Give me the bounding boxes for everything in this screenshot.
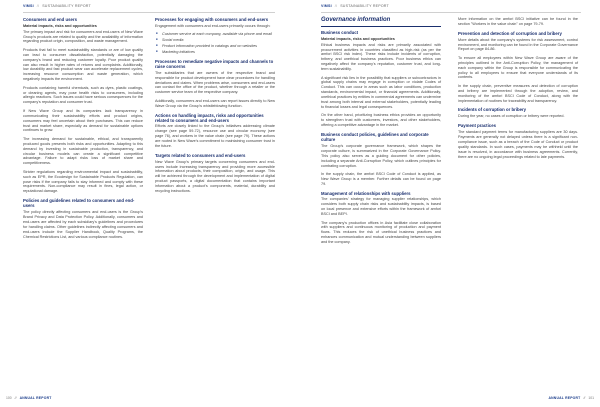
footer-label: ANNUAL REPORT (19, 396, 52, 400)
paragraph: Additionally, consumers and end-users can report issues directly to New Wave Group via the Group's whistleblowing function. (155, 98, 275, 108)
list-item: ■ Marketing initiatives (162, 50, 275, 55)
list-item: ■ Social media (162, 38, 275, 43)
paragraph: The standard payment terms for manufacturing suppliers are 30 days. Payments are generally not delayed unless there is a significant non-compliance issue, such as a breach of the Code of Conduct or product quality standards. In such cases, payments may be withheld until the issue is resolved, in accordance with business agreements. Currently, there are no ongoing legal proceedings related to late payments. (458, 129, 578, 159)
heading-consumers: Consumers and end users (23, 17, 77, 22)
page-header (23, 4, 91, 8)
column-consumers (23, 17, 143, 243)
engagement-list (155, 32, 275, 55)
subheading-material-impacts: Material impacts, risks and opportunities (321, 36, 395, 41)
paragraph: Engagement with consumers and end-users primarily occurs through: (155, 23, 271, 28)
heading-policies-consumers: Policies and guidelines related to consumers and end-users (23, 198, 135, 209)
paragraph: A significant risk lies in the possibility that suppliers or subcontractors in global supply chains may engage in corruption or violate Codes of Conduct. This can occur in areas such as labor conditions, production standards, environmental impact, or financial agreements. Additionally, unethical practices by entities in commercial agreements can undermine trust among both internal and external stakeholders, potentially leading to financial losses and legal consequences. (321, 75, 441, 109)
page-right (302, 0, 600, 407)
footer-label: ANNUAL REPORT (548, 396, 581, 400)
column-engagement (155, 17, 275, 198)
paragraph: The Group's corporate governance framework, which shapes the corporate culture, is summarized in the Corporate Governance Policy. This policy also serves as a guiding document for other policies, including a separate Anti-Corruption Policy, which outlines principles for combating corruption. (321, 143, 441, 168)
heading-remediation: Processes to remediate negative impacts and channels to raise concerns (155, 58, 274, 69)
column-corruption (458, 17, 578, 163)
page-number: 100 (6, 396, 12, 400)
section-title-governance: Governance information (321, 17, 391, 23)
paragraph: In the supply chain, preventive measures and detection of corruption and bribery are implemented through the adoption, review, and monitoring of the amfori BSCI Code of Conduct, along with the implementation of routines for traceability and transparency. (458, 83, 578, 103)
paragraph: The primary impact and risk for consumers and end-users of New Wave Group's products are related to quality and the availability of information regarding product origin, composition, and waste management. (23, 29, 143, 44)
paragraph: In the supply chain, the amfori BSCI Code of Conduct is applied, as New Wave Group is a member. Further details can be found on page 79. (321, 171, 441, 186)
paragraph: Products that fail to meet sustainability standards or are of low quality can lead to consumer dissatisfaction, potentially damaging the company's brand and reducing customer loyalty. Poor product quality can also result in higher rates of returns and complaints. Additionally, low durability and fast product wear can accelerate replacement cycles, increasing resource consumption and waste generation, which negatively impacts the environment. (23, 47, 143, 82)
page-number: 101 (588, 396, 594, 400)
footer-separator: // (14, 396, 17, 400)
paragraph: Stricter regulations regarding environmental impact and sustainability, such as EPR, the Ecodesign for Sustainable Products Regulation, can pose risks if the company fails to stay informed and comply with these requirements. Non-compliance may result in fines, legal action, or reputational damage. (23, 169, 143, 194)
paragraph: More information on the amfori BSCI initiative can be found in the section "Workers in the value chain" on page 79-79. (458, 17, 578, 26)
paragraph: Ethical business impacts and risks are primarily associated with procurement activities in countries classified as high-risk (as per the amfori BSCI risk index). These risks include incidents of corruption, bribery, and unethical business practices. Poor business ethics can negatively affect the company's reputation, customer trust, and long-term sustainability. (321, 42, 441, 72)
paragraph: Products containing harmful chemicals, such as dyes, plastic coatings, or cleaning agents, may pose health risks to consumers, including allergic reactions. Such issues could have serious consequences for the company's reputation and consumer trust. (23, 85, 143, 105)
paragraph: The policy directly affecting consumers and end-users is the Group's Brand Privacy and Data Protection Policy. Additionally, consumers and end-users are affected by each subsidiary's guidelines and procedures for handling claims. Other guidelines indirectly affecting consumers and end-users include the Supplier Handbook, Quality Programs, the Chemical Restrictions List, and various compliance routines. (23, 210, 143, 239)
header-separator: // (334, 4, 338, 8)
heading-supplier-relationships: Management of relationships with suppliers (321, 190, 411, 196)
paragraph: The company's production offices in Asia facilitate close collaboration with suppliers and continuous monitoring of production and payment flows. This reduces the risk of unethical business practices and enhances communication and mutual understanding between suppliers and the company. (321, 220, 441, 245)
header-rule (321, 12, 581, 13)
list-item: ■ Product information provided in catalogs and on websites (162, 44, 275, 49)
heading-actions: Actions on handling impacts, risks and opportunities related to consumers and end-users (155, 112, 264, 123)
heading-targets: Targets related to consumers and end-users (155, 152, 246, 158)
footer-separator: // (583, 396, 586, 400)
page-left (0, 0, 298, 407)
page-header (321, 4, 389, 8)
header-separator: // (36, 4, 40, 8)
title-rule (321, 26, 441, 27)
subheading-material-impacts: Material impacts, risks and opportunities (23, 23, 97, 28)
column-governance (321, 17, 441, 249)
paragraph: The increasing demand for sustainable, ethical, and transparently produced goods presents both risks and opportunities. Adapting to this demand by investing in sustainable production, transparency, and circular business models can create a significant competitive advantage. Failure to adapt risks loss of market share and competitiveness. (23, 136, 143, 166)
header-rule (23, 12, 275, 13)
paragraph: To ensure all employees within New Wave Group are aware of the principles outlined in the Anti-Corruption Policy, the management of each company within the Group is responsible for communicating the policy to all employees to ensure that everyone understands of its contents. (458, 55, 578, 80)
header-section: SUSTAINABILITY REPORT (42, 4, 91, 8)
heading-incidents: Incidents of corruption or bribery (458, 107, 527, 113)
paragraph: On the other hand, prioritizing business ethics provides an opportunity to strengthen trust with customers, investors, and other stakeholders, offering a competitive advantage in the market. (321, 113, 441, 128)
list-item: ■ Customer service at each company, available via phone and email (162, 32, 275, 37)
heading-business-conduct: Business conduct (321, 30, 359, 35)
heading-conduct-policies: Business conduct policies, guidelines and corporate culture (321, 132, 429, 143)
heading-engagement: Processes for engaging with consumers and end-users (155, 17, 269, 22)
paragraph: During the year, no cases of corruption or bribery were reported. (458, 114, 565, 119)
paragraph: More details about the company's systems for risk assessment, control environment, and monitoring can be found in the Corporate Governance Report on page 84-86. (458, 37, 578, 52)
paragraph: Efforts are closely linked to the Group's initiatives addressing climate change (see page 59-72), resource use and circular economy (see page 76), and workers in the value chain (see page 79). These actions are rooted in New Wave's commitment to maintaining consumer trust in the future. (155, 124, 275, 148)
paragraph: The companies' strategy for managing supplier relationships, which considers both supply chain risks and sustainability impacts, is based on local presence and extensive efforts within the framework of amfori BSCI and BEPI. (321, 197, 441, 217)
heading-payment-practices: Payment practices (458, 123, 496, 129)
paragraph: New Wave Group's primary targets concerning consumers and end-users include increasing transparency and providing more accessible information about products, their composition, origin, and usage. This will be achieved through the development and implementation of digital product passports, a digital documentation that contains important information about a product's components, material, durability and recycling instructions. (155, 159, 275, 194)
footer-left (6, 396, 52, 400)
paragraph: The subsidiaries that are owners of the respective brand and responsible for product development have clear procedures for handling deviations and claims. When problems arise, consumers and end-users can contact the office of the product, whether through a retailer or the customer service team of the respective company. (155, 70, 275, 95)
paragraph: If New Wave Group and its companies lack transparency in communicating their sustainability efforts and product origins, consumers may feel uncertain about their purchases. This can reduce trust and market share, especially as demand for sustainable options continues to grow. (23, 108, 143, 133)
brand-name: VIMSI (321, 4, 332, 8)
heading-prevention: Prevention and detection of corruption and bribery (458, 30, 562, 36)
brand-name: VIMSI (23, 4, 34, 8)
header-section: SUSTAINABILITY REPORT (340, 4, 389, 8)
footer-right (549, 396, 595, 400)
